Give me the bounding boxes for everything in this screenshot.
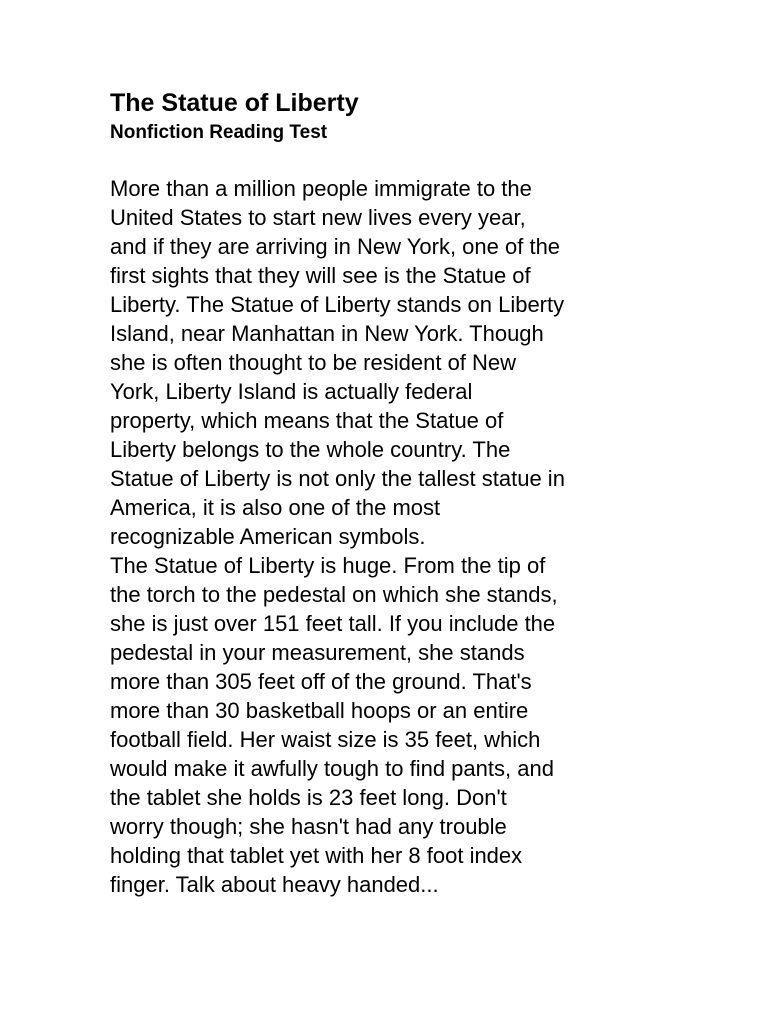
text-line: York, Liberty Island is actually federal [110, 379, 473, 404]
text-line: more than 305 feet off of the ground. That's [110, 669, 532, 694]
text-line: holding that tablet yet with her 8 foot index [110, 843, 523, 868]
text-line: she is often thought to be resident of New [110, 350, 517, 375]
text-line: she is just over 151 feet tall. If you include the [110, 611, 556, 636]
text-line: finger. Talk about heavy handed... [110, 872, 439, 897]
text-line: Liberty belongs to the whole country. The [110, 437, 511, 462]
text-line: first sights that they will see is the Statue of [110, 263, 531, 288]
text-line: more than 30 basketball hoops or an entire [110, 698, 529, 723]
text-line: The Statue of Liberty is huge. From the tip of [110, 553, 546, 578]
text-line: Island, near Manhattan in New York. Though [110, 321, 544, 346]
text-line: Statue of Liberty is not only the tallest statue in [110, 466, 565, 491]
document-title: The Statue of Liberty [110, 89, 359, 117]
text-line: worry though; she hasn't had any trouble [110, 814, 507, 839]
text-line: More than a million people immigrate to the [110, 176, 532, 201]
text-line: and if they are arriving in New York, one of the [110, 234, 561, 259]
text-line: football field. Her waist size is 35 feet, which [110, 727, 541, 752]
text-line: pedestal in your measurement, she stands [110, 640, 525, 665]
text-line: Liberty. The Statue of Liberty stands on Liberty [110, 292, 565, 317]
text-line: property, which means that the Statue of [110, 408, 504, 433]
text-line: recognizable American symbols. [110, 524, 426, 549]
text-line: the torch to the pedestal on which she stands, [110, 582, 558, 607]
paragraph-2 [110, 551, 670, 899]
document-page [110, 86, 670, 899]
text-line: America, it is also one of the most [110, 495, 441, 520]
text-line: United States to start new lives every year, [110, 205, 526, 230]
text-line: the tablet she holds is 23 feet long. Don't [110, 785, 507, 810]
document-subtitle: Nonfiction Reading Test [110, 122, 328, 143]
paragraph-1 [110, 174, 670, 551]
text-line: would make it awfully tough to find pants, and [110, 756, 554, 781]
